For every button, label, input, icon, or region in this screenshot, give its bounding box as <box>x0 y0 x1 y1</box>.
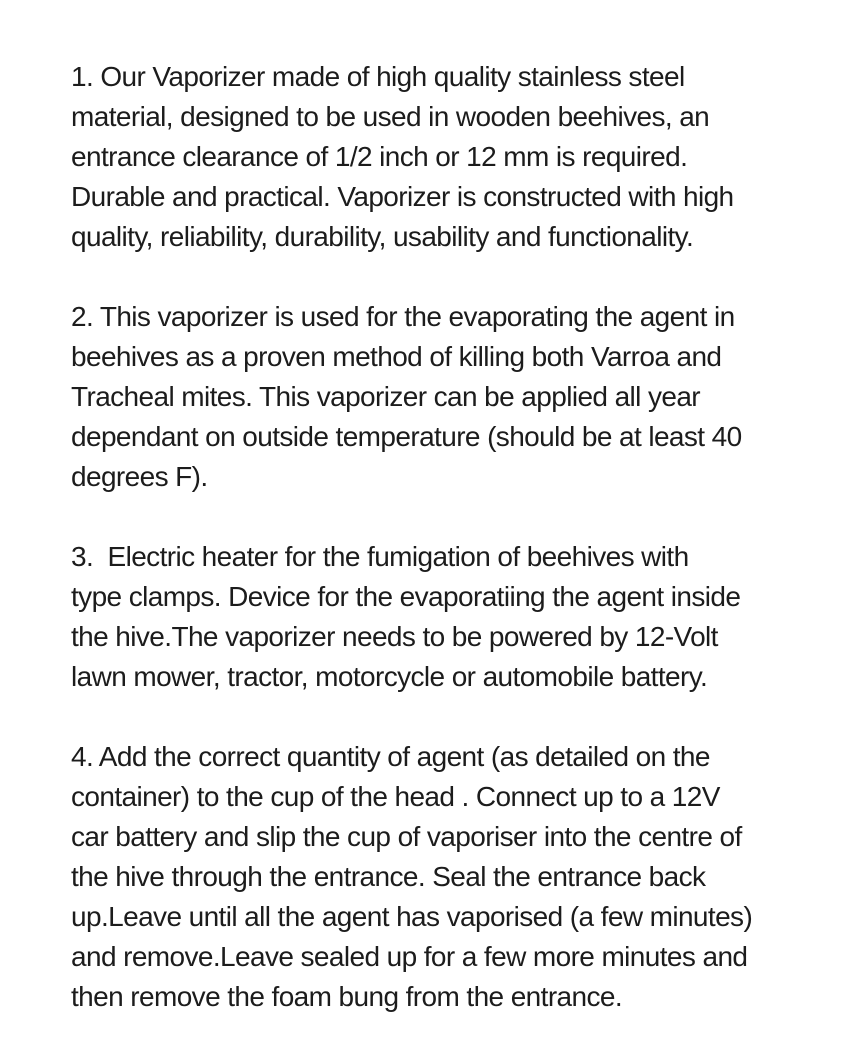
paragraph-4 <box>71 737 790 1017</box>
text-line: the hive.The vaporizer needs to be powered by 12-Volt <box>71 621 718 652</box>
text-line: 1. Our Vaporizer made of high quality stainless steel <box>71 61 685 92</box>
text-line: the hive through the entrance. Seal the entrance back <box>71 861 706 892</box>
text-line: 2. This vaporizer is used for the evaporating the agent in <box>71 301 735 332</box>
paragraph-2 <box>71 297 790 497</box>
text-line: Tracheal mites. This vaporizer can be applied all year <box>71 381 701 412</box>
text-line: beehives as a proven method of killing both Varroa and <box>71 341 722 372</box>
text-line: lawn mower, tractor, motorcycle or automobile battery. <box>71 661 708 692</box>
text-line: degrees F). <box>71 461 208 492</box>
text-line: 4. Add the correct quantity of agent (as detailed on the <box>71 741 710 772</box>
text-line: Durable and practical. Vaporizer is constructed with high <box>71 181 734 212</box>
text-line: quality, reliability, durability, usability and functionality. <box>71 221 694 252</box>
text-line: container) to the cup of the head . Connect up to a 12V <box>71 781 720 812</box>
text-line: car battery and slip the cup of vaporiser into the centre of <box>71 821 742 852</box>
text-line: then remove the foam bung from the entrance. <box>71 981 623 1012</box>
text-line: 3. Electric heater for the fumigation of beehives with <box>71 541 689 572</box>
text-line: entrance clearance of 1/2 inch or 12 mm is required. <box>71 141 688 172</box>
paragraph-1 <box>71 57 790 257</box>
text-line: type clamps. Device for the evaporatiing the agent inside <box>71 581 741 612</box>
text-line: and remove.Leave sealed up for a few more minutes and <box>71 941 748 972</box>
text-line: dependant on outside temperature (should be at least 40 <box>71 421 742 452</box>
paragraph-3 <box>71 537 790 697</box>
text-line: material, designed to be used in wooden beehives, an <box>71 101 710 132</box>
text-line: up.Leave until all the agent has vaporised (a few minutes) <box>71 901 753 932</box>
